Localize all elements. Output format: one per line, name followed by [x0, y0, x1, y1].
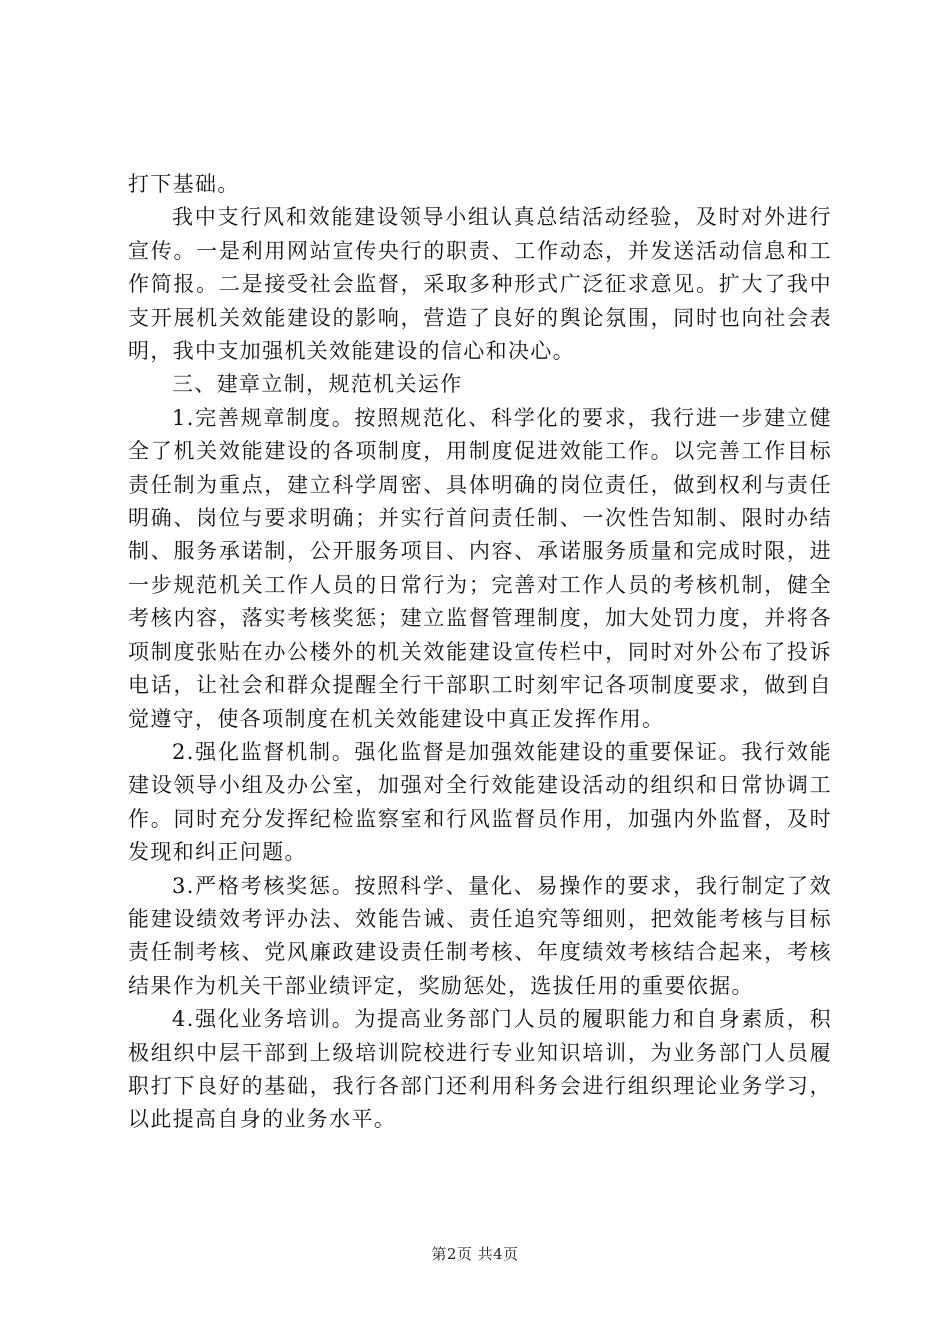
- page-number-footer: 第2页 共4页: [431, 1245, 519, 1263]
- paragraph-continuation: 打下基础。: [128, 172, 240, 196]
- paragraph-assessment: 3.严格考核奖惩。按照科学、量化、易操作的要求，我行制定了效能建设绩效考评办法、效能告诫、责任追究等细则，把效能考核与目标责任制考核、党风廉政建设责任制考核、年度绩效考核结合起来，考核结果作为机关干部业绩评定，奖励惩处，选拔任用的重要依据。: [128, 873, 832, 998]
- paragraph-publicity: 我中支行风和效能建设领导小组认真总结活动经验，及时对外进行宣传。一是利用网站宣传央行的职责、工作动态，并发送活动信息和工作简报。二是接受社会监督，采取多种形式广泛征求意见。扩大了我中支开展机关效能建设的影响，营造了良好的舆论氛围，同时也向社会表明，我中支加强机关效能建设的信心和决心。: [128, 205, 832, 364]
- document-body: [128, 168, 832, 1137]
- paragraph-supervision: 2.强化监督机制。强化监督是加强效能建设的重要保证。我行效能建设领导小组及办公室，加强对全行效能建设活动的组织和日常协调工作。同时充分发挥纪检监察室和行风监督员作用，加强内外监督，及时发现和纠正问题。: [128, 739, 832, 865]
- paragraph-rules-system: 1.完善规章制度。按照规范化、科学化的要求，我行进一步建立健全了机关效能建设的各项制度，用制度促进效能工作。以完善工作目标责任制为重点，建立科学周密、具体明确的岗位责任，做到权利与责任明确、岗位与要求明确；并实行首问责任制、一次性告知制、限时办结制、服务承诺制，公开服务项目、内容、承诺服务质量和完成时限，进一步规范机关工作人员的日常行为；完善对工作人员的考核机制，健全考核内容，落实考核奖惩；建立监督管理制度，加大处罚力度，并将各项制度张贴在办公楼外的机关效能建设宣传栏中，同时对外公布了投诉电话，让社会和群众提醒全行干部职工时刻牢记各项制度要求，做到自觉遵守，使各项制度在机关效能建设中真正发挥作用。: [128, 405, 832, 731]
- section-heading-regulations: 三、建章立制，规范机关运作: [172, 372, 463, 397]
- paragraph-training: 4.强化业务培训。为提高业务部门人员的履职能力和自身素质，积极组织中层干部到上级培训院校进行专业知识培训，为业务部门人员履职打下良好的基础，我行各部门还利用科务会进行组织理论业务学习，以此提高自身的业务水平。: [128, 1007, 832, 1132]
